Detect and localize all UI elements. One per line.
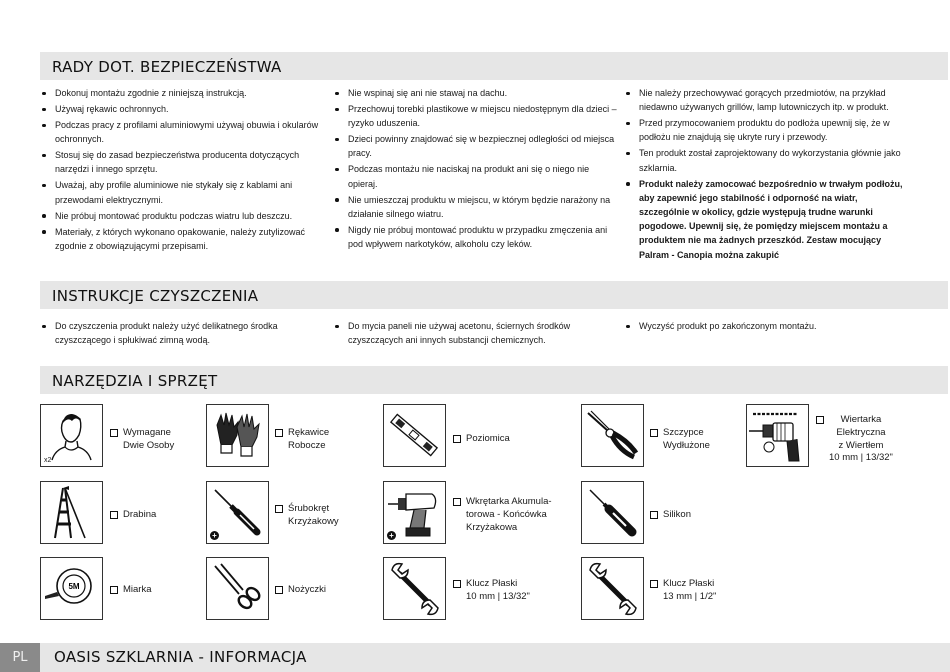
safety-item: Nigdy nie próbuj montować produktu w przypadku zmęczenia ani pod wpływem narkotyków, alkoholu czy leków. <box>333 223 618 251</box>
safety-item: Dokonuj montażu zgodnie z niniejszą instrukcją. <box>40 86 325 100</box>
safety-item: Nie próbuj montować produktu podczas wiatru lub deszczu. <box>40 209 325 223</box>
safety-item: Używaj rękawic ochronnych. <box>40 102 325 116</box>
tool-pliers <box>581 404 644 467</box>
checkbox[interactable] <box>650 429 658 437</box>
tool-label-screwdriver[interactable]: Śrubokręt Krzyżakowy <box>275 503 339 529</box>
spirit-level-icon <box>384 405 445 466</box>
tool-label-pliers[interactable]: Szczypce Wydłużone <box>650 427 710 453</box>
cleaning-section-title: INSTRUKCJE CZYSZCZENIA <box>40 281 948 309</box>
tool-label-scissors[interactable]: Nożyczki <box>275 584 326 597</box>
phillips-badge: + <box>387 531 396 540</box>
safety-item: Materiały, z których wykonano opakowanie, należy zutylizować zgodnie z obowiązującymi przepisami. <box>40 225 325 253</box>
silicone-tube-icon <box>582 482 643 543</box>
checkbox[interactable] <box>650 511 658 519</box>
cleaning-column-1 <box>40 319 325 349</box>
safety-item: Nie należy przechowywać gorących przedmiotów, na przykład niedawno używanych grillów, lamp lutowniczych itp. w produkt. <box>624 86 904 114</box>
cleaning-item: Do mycia paneli nie używaj acetonu, ściernych środków czyszczących ani innych substancji chemicznych. <box>333 319 618 347</box>
tools-section-title: NARZĘDZIA I SPRZĘT <box>40 366 948 394</box>
tool-label-ladder[interactable]: Drabina <box>110 509 156 522</box>
tool-label-wrench-13[interactable]: Klucz Płaski 13 mm | 1/2" <box>650 578 716 604</box>
safety-item: Uważaj, aby profile aluminiowe nie stykały się z kablami ani przewodami elektrycznymi. <box>40 178 325 206</box>
cleaning-column-3 <box>624 319 904 335</box>
tool-label-drill[interactable]: Wiertarka Elektryczna z Wiertłem 10 mm | 13/32" <box>816 414 893 465</box>
tape-length-text: 5M <box>68 582 80 591</box>
tool-label-level[interactable]: Poziomica <box>453 433 510 446</box>
persons-count: x2 <box>44 457 52 464</box>
checkbox[interactable] <box>816 416 824 424</box>
tool-silicone <box>581 481 644 544</box>
tool-screwdriver <box>206 481 269 544</box>
tool-wrench-10 <box>383 557 446 620</box>
cleaning-item: Do czyszczenia produkt należy użyć delikatnego środka czyszczącego i spłukiwać zimną wodą. <box>40 319 325 347</box>
safety-item: Podczas montażu nie naciskaj na produkt ani się o niego nie opieraj. <box>333 162 618 190</box>
tool-ladder <box>40 481 103 544</box>
tool-gloves <box>206 404 269 467</box>
tape-measure-icon <box>41 558 102 619</box>
tool-label-silicone[interactable]: Silikon <box>650 509 691 522</box>
safety-section-title: RADY DOT. BEZPIECZEŃSTWA <box>40 52 948 80</box>
tool-label-two-persons[interactable]: Wymagane Dwie Osoby <box>110 427 174 453</box>
safety-column-1 <box>40 86 325 255</box>
tool-wrench-13 <box>581 557 644 620</box>
footer-bar <box>0 643 950 672</box>
safety-item: Podczas pracy z profilami aluminiowymi używaj obuwia i okularów ochronnych. <box>40 118 325 146</box>
tool-label-tape-measure[interactable]: Miarka <box>110 584 152 597</box>
safety-item: Nie umieszczaj produktu w miejscu, w którym będzie narażony na działanie silnego wiatru. <box>333 193 618 221</box>
tool-two-persons <box>40 404 103 467</box>
checkbox[interactable] <box>110 586 118 594</box>
tool-level <box>383 404 446 467</box>
drill-icon <box>747 405 808 466</box>
checkbox[interactable] <box>453 580 461 588</box>
safety-item: Stosuj się do zasad bezpieczeństwa producenta dotyczących narzędzi i innego sprzętu. <box>40 148 325 176</box>
gloves-icon <box>207 405 268 466</box>
ladder-icon <box>41 482 102 543</box>
safety-item: Ten produkt został zaprojektowany do wykorzystania głównie jako szklarnia. <box>624 146 904 174</box>
checkbox[interactable] <box>453 435 461 443</box>
tool-label-cordless-drill[interactable]: Wkrętarka Akumula- torowa - Końcówka Krzyżakowa <box>453 496 552 534</box>
checkbox[interactable] <box>110 511 118 519</box>
checkbox[interactable] <box>275 505 283 513</box>
safety-item: Dzieci powinny znajdować się w bezpiecznej odległości od miejsca pracy. <box>333 132 618 160</box>
safety-column-2 <box>333 86 618 253</box>
safety-item: Nie wspinaj się ani nie stawaj na dachu. <box>333 86 618 100</box>
wrench-icon <box>582 558 643 619</box>
cleaning-column-2 <box>333 319 618 349</box>
tool-label-wrench-10[interactable]: Klucz Płaski 10 mm | 13/32" <box>453 578 530 604</box>
checkbox[interactable] <box>453 498 461 506</box>
page-language: PL <box>0 643 40 672</box>
tool-tape-measure <box>40 557 103 620</box>
safety-item-bold: Produkt należy zamocować bezpośrednio w trwałym podłożu, aby zapewnić jego stabilność i odporność na wiatr, szczególnie w okolicy, gdzie występują trudne warunki pogodowe. Upewnij się, że pomiędzy miejscem montażu a produktem nie ma żadnych przeszkód. Zestaw mocujący Palram - Canopia można zakupić <box>624 177 904 262</box>
footer-title: OASIS SZKLARNIA - INFORMACJA <box>54 648 307 666</box>
safety-item: Przechowuj torebki plastikowe w miejscu niedostępnym dla dzieci – ryzyko uduszenia. <box>333 102 618 130</box>
safety-column-3 <box>624 86 904 264</box>
tool-label-gloves[interactable]: Rękawice Robocze <box>275 427 329 453</box>
checkbox[interactable] <box>650 580 658 588</box>
cleaning-item: Wyczyść produkt po zakończonym montażu. <box>624 319 904 333</box>
safety-item: Przed przymocowaniem produktu do podłoża upewnij się, że w podłożu nie znajdują się ukryte rury i przewody. <box>624 116 904 144</box>
tool-drill <box>746 404 809 467</box>
tool-cordless-drill <box>383 481 446 544</box>
tool-scissors <box>206 557 269 620</box>
scissors-icon <box>207 558 268 619</box>
pliers-icon <box>582 405 643 466</box>
checkbox[interactable] <box>275 586 283 594</box>
checkbox[interactable] <box>275 429 283 437</box>
wrench-icon <box>384 558 445 619</box>
phillips-badge: + <box>210 531 219 540</box>
checkbox[interactable] <box>110 429 118 437</box>
